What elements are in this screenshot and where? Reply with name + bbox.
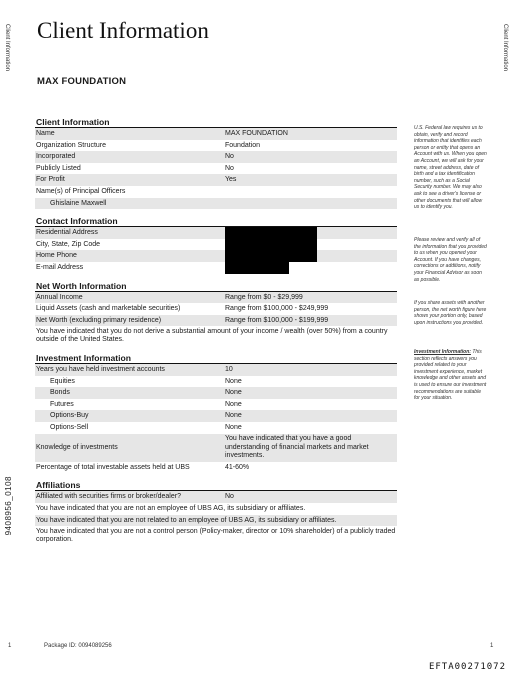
- row-value: None: [225, 389, 242, 397]
- statement-text: You have indicated that you are not an employee of UBS AG, its subsidiary or affiliates.: [36, 505, 306, 513]
- redaction-block: [225, 250, 317, 262]
- efta-stamp: EFTA00271072: [428, 662, 506, 672]
- table-row: [35, 227, 397, 239]
- row-label: For Profit: [36, 176, 65, 184]
- row-label: Years you have held investment accounts: [36, 366, 165, 374]
- contact-information-section: [35, 215, 397, 273]
- side-label-right: Client Information: [502, 24, 508, 72]
- row-label: Name(s) of Principal Officers: [36, 187, 126, 195]
- row-label: City, State, Zip Code: [36, 240, 101, 248]
- side-label-left: Client Information: [4, 24, 10, 72]
- row-label: Liquid Assets (cash and marketable securities): [36, 305, 181, 313]
- row-label: Net Worth (excluding primary residence): [36, 316, 162, 324]
- row-label: Affiliated with securities firms or broker/dealer?: [36, 493, 181, 501]
- table-row: [35, 376, 397, 388]
- table-row: [35, 387, 397, 399]
- row-value: 10: [225, 366, 233, 374]
- row-value: None: [225, 424, 242, 432]
- row-value: Range from $100,000 - $249,999: [225, 305, 329, 313]
- package-id: Package ID: 0094089256: [44, 643, 112, 649]
- page-number-left: 1: [8, 643, 12, 649]
- row-label: Options-Sell: [50, 424, 89, 432]
- row-label: Options-Buy: [50, 412, 89, 420]
- table-row: [35, 515, 397, 527]
- statement-text: You have indicated that you do not derive a substantial amount of your income / wealth (over 50%) from a country outside of the United States.: [36, 327, 388, 344]
- section-title: Affiliations: [35, 479, 397, 491]
- table-row: [35, 198, 397, 210]
- table-row: [35, 250, 397, 262]
- statement-text: You have indicated that you are not a control person (Policy-maker, director or 10% shareholder) of a publicly traded corporation.: [36, 527, 396, 544]
- table-row: [35, 140, 397, 152]
- table-row: [35, 326, 397, 346]
- client-name-heading: MAX FOUNDATION: [37, 76, 127, 87]
- table-row: [35, 503, 397, 515]
- row-label: E-mail Address: [36, 263, 84, 271]
- statement-text: You have indicated that you are not related to an employee of UBS AG, its subsidiary or affiliates.: [36, 516, 337, 524]
- table-row: [35, 315, 397, 327]
- row-value: None: [225, 412, 242, 420]
- section-title: Net Worth Information: [35, 280, 397, 292]
- row-value: Range from $0 - $29,999: [225, 293, 303, 301]
- table-row: [35, 128, 397, 140]
- row-value: No: [225, 493, 234, 501]
- table-row: [35, 303, 397, 315]
- page-number-right: 1: [490, 643, 494, 649]
- note-text: This section reflects answers you provided related to your investment experience, market knowledge and other assets and is used to ensure our investment recommendations are suitable for your situation.: [414, 349, 487, 402]
- table-row: [35, 399, 397, 411]
- investment-information-section: [35, 352, 397, 473]
- row-value: No: [225, 153, 234, 161]
- section-title: Contact Information: [35, 215, 397, 227]
- row-label: Name: [36, 130, 55, 137]
- net-worth-section: [35, 280, 397, 347]
- row-value: MAX FOUNDATION: [225, 130, 288, 137]
- table-row: [35, 422, 397, 434]
- margin-note-review: Please review and verify all of the information that you provided to us when you opened your Account. If you have changes, corrections or additions, notify your Financial Advisor as soon as possible.: [414, 237, 487, 283]
- row-label: Residential Address: [36, 229, 98, 237]
- officer-name: Ghislaine Maxwell: [50, 199, 107, 207]
- row-label: Equities: [50, 377, 75, 385]
- note-heading: Investment Information:: [414, 349, 471, 355]
- table-row: [35, 491, 397, 503]
- row-value: None: [225, 377, 242, 385]
- table-row: [35, 364, 397, 376]
- table-row: [35, 151, 397, 163]
- row-label: Annual Income: [36, 293, 83, 301]
- main-content: [35, 116, 397, 552]
- table-row: [35, 239, 397, 251]
- row-value: No: [225, 164, 234, 172]
- account-number-vertical: 9408956_0108: [4, 476, 13, 536]
- section-title: Investment Information: [35, 352, 397, 364]
- row-label: Futures: [50, 400, 74, 408]
- margin-note-investment: [414, 349, 488, 402]
- table-row: [35, 462, 397, 474]
- margin-note-net-worth: If you share assets with another person, the net worth figure here shows your portion only, based upon instructions you provided.: [414, 300, 487, 326]
- redaction-block: [225, 262, 289, 274]
- page-title: Client Information: [37, 18, 209, 43]
- table-row: [35, 292, 397, 304]
- row-value: 41-60%: [225, 463, 250, 471]
- row-label: Home Phone: [36, 252, 77, 260]
- row-value: Yes: [225, 176, 237, 184]
- row-value: Range from $100,000 - $199,999: [225, 316, 329, 324]
- section-title: Client Information: [35, 116, 397, 128]
- client-information-section: [35, 116, 397, 209]
- row-value: Foundation: [225, 141, 261, 149]
- redaction-block: [225, 239, 317, 251]
- table-row: [35, 410, 397, 422]
- row-label: Publicly Listed: [36, 164, 81, 172]
- row-label: Incorporated: [36, 153, 76, 161]
- table-row: [35, 163, 397, 175]
- row-value: None: [225, 400, 242, 408]
- affiliations-section: [35, 479, 397, 546]
- table-row: [35, 186, 397, 198]
- table-row: [35, 526, 397, 546]
- margin-note-federal-law: U.S. Federal law requires us to obtain, verify and record information that identifies each person or entity that opens an Account with us. When you open an Account, we will ask for your name, street address, date of birth and a tax identification number, such as a Social Security number. We may also ask to see a driver's license or other documents that will allow us to identify you.: [414, 125, 487, 211]
- row-label: Knowledge of investments: [36, 443, 118, 451]
- table-row: [35, 262, 397, 274]
- row-label: Bonds: [50, 389, 70, 397]
- redaction-block: [225, 227, 317, 239]
- row-label: Organization Structure: [36, 141, 107, 149]
- table-row: [35, 174, 397, 186]
- table-row: [35, 434, 397, 462]
- row-value: You have indicated that you have a good understanding of financial markets and market investments.: [225, 435, 369, 460]
- row-label: Percentage of total investable assets held at UBS: [36, 463, 190, 471]
